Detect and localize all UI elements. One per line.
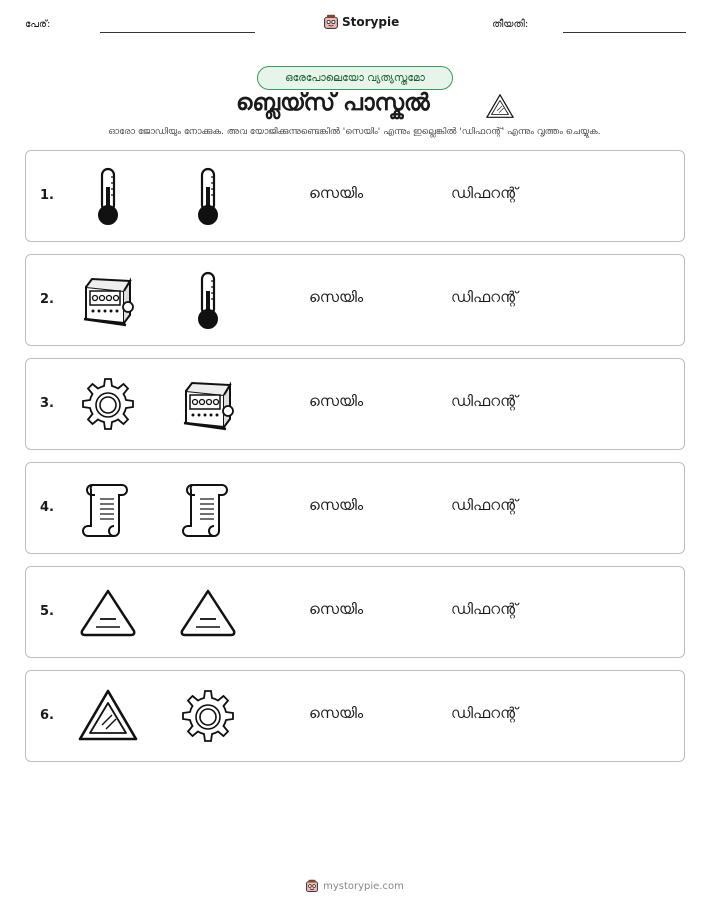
option-different[interactable]: ഡിഫറന്റ് bbox=[451, 496, 518, 514]
option-different[interactable]: ഡിഫറന്റ് bbox=[451, 184, 518, 202]
thermometer-icon bbox=[76, 165, 140, 229]
instructions: ഓരോ ജോഡിയും നോക്കുക. അവ യോജിക്കുന്നുണ്ടെങ്കിൽ 'സെയിം' എന്നും ഇല്ലെങ്കിൽ 'ഡിഫറന്റ്' എന്നും വൃത്തം ചെയ്യുക. bbox=[108, 127, 601, 137]
option-same[interactable]: സെയിം bbox=[309, 704, 364, 722]
triangle-icon bbox=[76, 581, 140, 645]
calculator-machine-icon bbox=[76, 269, 140, 333]
triangle-prism-icon bbox=[76, 685, 140, 749]
option-same[interactable]: സെയിം bbox=[309, 184, 364, 202]
triangle-prism-icon bbox=[484, 92, 516, 122]
date-label: തീയതി: bbox=[492, 19, 529, 30]
question-row bbox=[25, 150, 685, 242]
question-row bbox=[25, 254, 685, 346]
question-row bbox=[25, 462, 685, 554]
thermometer-icon bbox=[176, 165, 240, 229]
question-number: 6. bbox=[40, 708, 54, 723]
option-different[interactable]: ഡിഫറന്റ് bbox=[451, 704, 518, 722]
gear-icon bbox=[176, 685, 240, 749]
page-title: ബ്ലെയ്സ് പാസ്കൽ bbox=[236, 90, 430, 116]
question-number: 3. bbox=[40, 396, 54, 411]
scroll-icon bbox=[76, 477, 140, 541]
option-same[interactable]: സെയിം bbox=[309, 600, 364, 618]
question-row bbox=[25, 358, 685, 450]
question-number: 5. bbox=[40, 604, 54, 619]
brand-name: Storypie bbox=[342, 15, 400, 29]
title-row bbox=[0, 88, 709, 124]
date-blank-line bbox=[563, 32, 686, 33]
gear-icon bbox=[76, 373, 140, 437]
question-number: 1. bbox=[40, 188, 54, 203]
storypie-logo-icon bbox=[323, 14, 339, 30]
question-row bbox=[25, 566, 685, 658]
question-number: 4. bbox=[40, 500, 54, 515]
option-different[interactable]: ഡിഫറന്റ് bbox=[451, 600, 518, 618]
scroll-icon bbox=[176, 477, 240, 541]
worksheet-header bbox=[0, 12, 709, 42]
option-same[interactable]: സെയിം bbox=[309, 496, 364, 514]
option-different[interactable]: ഡിഫറന്റ് bbox=[451, 288, 518, 306]
name-blank-line bbox=[100, 32, 255, 33]
triangle-icon bbox=[176, 581, 240, 645]
thermometer-icon bbox=[176, 269, 240, 333]
option-same[interactable]: സെയിം bbox=[309, 288, 364, 306]
question-number: 2. bbox=[40, 292, 54, 307]
storypie-logo-icon bbox=[305, 879, 319, 893]
calculator-machine-icon bbox=[176, 373, 240, 437]
thermometer-icon bbox=[199, 90, 215, 122]
worksheet-type-badge: ഒരേപോലെയോ വ്യത്യസ്തമോ bbox=[257, 66, 453, 90]
footer bbox=[0, 879, 709, 893]
brand bbox=[323, 14, 399, 30]
option-different[interactable]: ഡിഫറന്റ് bbox=[451, 392, 518, 410]
option-same[interactable]: സെയിം bbox=[309, 392, 364, 410]
footer-url[interactable]: mystorypie.com bbox=[323, 880, 404, 892]
name-label: പേര്: bbox=[25, 19, 51, 30]
question-row bbox=[25, 670, 685, 762]
